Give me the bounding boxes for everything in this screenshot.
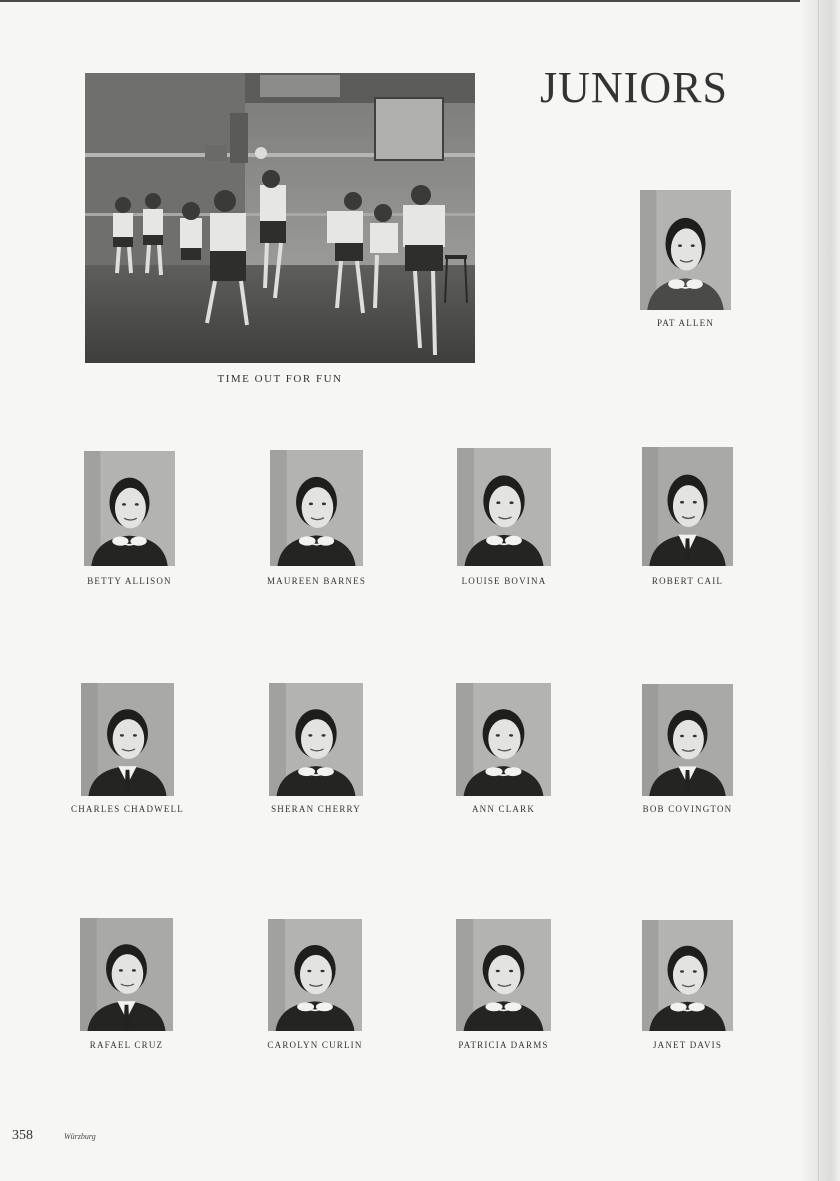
portrait-name: LOUISE BOVINA — [461, 576, 547, 586]
portrait-photo — [642, 920, 733, 1031]
gym-photo-caption: TIME OUT FOR FUN — [217, 373, 343, 385]
page-number: 358 — [12, 1128, 33, 1143]
portrait-illustration — [456, 919, 551, 1031]
portrait-illustration — [456, 683, 551, 796]
top-rule — [0, 0, 800, 2]
portrait-name: ROBERT CAIL — [651, 576, 724, 586]
portrait-name: CHARLES CHADWELL — [71, 804, 184, 814]
portrait-photo — [269, 683, 363, 796]
gym-photo-illustration — [85, 73, 475, 363]
portrait-photo — [81, 683, 174, 796]
portrait-illustration — [268, 919, 362, 1031]
portrait-photo — [456, 683, 551, 796]
portrait-illustration — [81, 683, 174, 796]
portrait-name: JANET DAVIS — [652, 1040, 723, 1050]
portrait-photo — [80, 918, 173, 1031]
portrait-illustration — [642, 447, 733, 566]
page-edge-shadow — [802, 0, 840, 1181]
portrait-name: ANN CLARK — [471, 804, 536, 814]
page-heading: JUNIORS — [540, 63, 728, 112]
portrait-illustration — [84, 451, 175, 566]
portrait-name: BETTY ALLISON — [87, 576, 172, 586]
portrait-photo — [642, 447, 733, 566]
portrait-illustration — [457, 448, 551, 566]
publication-title: Würzburg — [64, 1132, 96, 1141]
portrait-photo — [640, 190, 731, 310]
portrait-name: CAROLYN CURLIN — [267, 1040, 363, 1050]
portrait-name: BOB COVINGTON — [642, 804, 733, 814]
portrait-name: MAUREEN BARNES — [266, 576, 367, 586]
page-edge-line — [818, 0, 819, 1181]
portrait-illustration — [80, 918, 173, 1031]
gym-photo — [85, 73, 475, 363]
portrait-illustration — [640, 190, 731, 310]
portrait-name: RAFAEL CRUZ — [89, 1040, 164, 1050]
portrait-name: PATRICIA DARMS — [458, 1040, 549, 1050]
portrait-photo — [270, 450, 363, 566]
portrait-photo — [457, 448, 551, 566]
portrait-photo — [642, 684, 733, 796]
portrait-illustration — [269, 683, 363, 796]
portrait-name: SHERAN CHERRY — [271, 804, 361, 814]
portrait-photo — [268, 919, 362, 1031]
portrait-name: PAT ALLEN — [656, 318, 715, 328]
portrait-illustration — [642, 684, 733, 796]
portrait-photo — [84, 451, 175, 566]
portrait-illustration — [270, 450, 363, 566]
portrait-illustration — [642, 920, 733, 1031]
portrait-photo — [456, 919, 551, 1031]
